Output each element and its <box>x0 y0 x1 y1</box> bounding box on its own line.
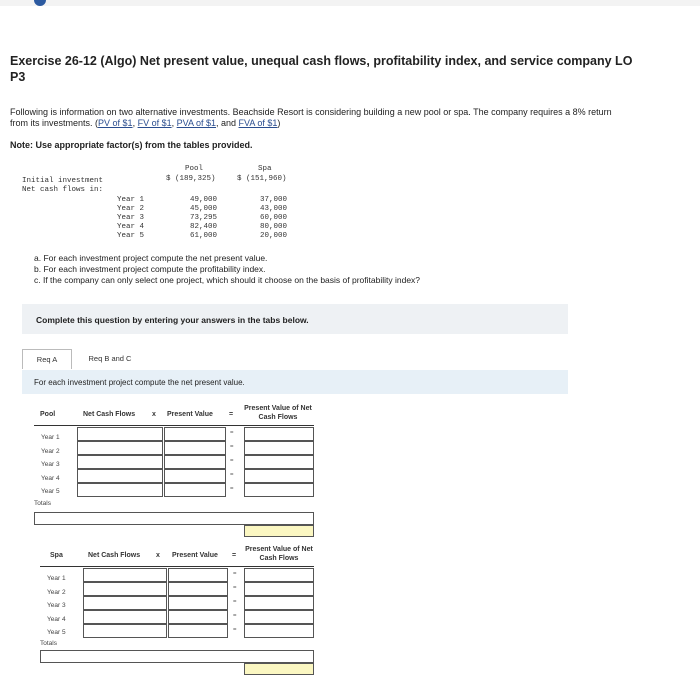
task-b: b. For each investment project compute the profitability index. <box>34 264 266 274</box>
pool-present-value-header: Present Value <box>167 411 213 418</box>
spa-pvncf-input[interactable] <box>244 624 314 638</box>
equals-sign: = <box>233 627 237 633</box>
row-label: Year 3 <box>47 602 66 609</box>
year-label: Year 4 <box>117 223 145 231</box>
pool-ncf-input[interactable] <box>77 469 163 483</box>
spa-pv-factor-input[interactable] <box>168 610 228 624</box>
task-list <box>34 253 420 286</box>
equals-sign: = <box>230 458 234 464</box>
divider <box>34 425 314 426</box>
pool-eq-header: = <box>229 411 234 418</box>
spa-initial-value: $ (151,960) <box>237 175 287 183</box>
row-label: Year 5 <box>47 629 66 636</box>
pool-pv-factor-input[interactable] <box>164 441 226 455</box>
pool-ncf-input[interactable] <box>77 441 163 455</box>
year-label: Year 3 <box>117 214 145 222</box>
top-bar <box>0 0 700 6</box>
spa-x-header: x <box>156 552 160 559</box>
link-fv[interactable]: FV of $1 <box>137 118 172 128</box>
exercise-title: Exercise 26-12 (Algo) Net present value, unequal cash flows, profitability index, and service company LO P3 <box>10 54 633 84</box>
spa-npv-total-input[interactable] <box>244 663 314 675</box>
pool-pv-ncf-header: Present Value of Net Cash Flows <box>244 405 312 421</box>
instruction-text: For each investment project compute the net present value. <box>34 378 245 387</box>
equals-sign: = <box>230 430 234 436</box>
pool-pv-factor-input[interactable] <box>164 455 226 469</box>
spa-totals-label: Totals <box>40 640 57 647</box>
spa-pvncf-input[interactable] <box>244 582 314 596</box>
equals-sign: = <box>233 571 237 577</box>
cash-flows-label: Net cash flows in: <box>22 186 104 194</box>
pool-flow-value: 61,000 <box>190 232 218 240</box>
pool-ncf-input[interactable] <box>77 427 163 441</box>
pool-flow-value: 73,295 <box>190 214 218 222</box>
spa-flow-value: 20,000 <box>260 232 288 240</box>
spa-ncf-input[interactable] <box>83 582 167 596</box>
spa-ncf-input[interactable] <box>83 568 167 582</box>
spa-flow-value: 80,000 <box>260 223 288 231</box>
row-label: Year 2 <box>47 588 66 596</box>
pool-initial-value: $ (189,325) <box>166 175 216 183</box>
equals-sign: = <box>233 613 237 619</box>
intro-body: Following is information on two alternative investments. Beachside Resort is considering building a new pool or spa. The company requires a 8% return from its investments. <box>10 107 612 128</box>
year-label: Year 2 <box>117 205 145 213</box>
pool-ncf-input[interactable] <box>77 455 163 469</box>
tab-req-a[interactable]: Req A <box>22 349 72 369</box>
intro-text: Following is information on two alternative investments. Beachside Resort is considering building a new pool or spa. The company requires a 8% return from its investments. (PV of $1, FV of $1, PVA of $1, and FVA of $1) <box>10 107 612 128</box>
pool-pv-factor-input[interactable] <box>164 469 226 483</box>
spa-ncf-input[interactable] <box>83 610 167 624</box>
pool-flow-value: 45,000 <box>190 205 218 213</box>
years-list <box>117 196 144 241</box>
pool-row-labels <box>41 431 60 499</box>
pool-pv-factor-input[interactable] <box>164 427 226 441</box>
note-text: Note: Use appropriate factor(s) from the tables provided. <box>10 140 253 150</box>
spa-eq-header: = <box>232 552 237 559</box>
row-label: Year 5 <box>41 488 60 495</box>
row-label: Year 3 <box>41 461 60 468</box>
spa-pvncf-input[interactable] <box>244 596 314 610</box>
pool-flow-value: 82,400 <box>190 223 218 231</box>
row-label: Year 4 <box>47 615 66 623</box>
col-pool-header: Pool <box>185 165 204 173</box>
status-icon <box>34 0 46 6</box>
spa-ncf-input[interactable] <box>83 596 167 610</box>
spa-pv-ncf-header: Present Value of Net Cash Flows <box>245 546 313 562</box>
spa-row-labels <box>47 572 66 640</box>
complete-banner <box>22 304 568 334</box>
pool-pvncf-input[interactable] <box>244 441 314 455</box>
spa-pvncf-input[interactable] <box>244 610 314 624</box>
pool-totals-label: Totals <box>34 500 51 507</box>
spa-flows-list <box>260 196 287 241</box>
pool-net-cash-flows-header: Net Cash Flows <box>83 411 136 418</box>
equals-sign: = <box>233 585 237 591</box>
pool-ncf-input[interactable] <box>77 483 163 497</box>
pool-pvncf-input[interactable] <box>244 427 314 441</box>
spa-flow-value: 37,000 <box>260 196 288 204</box>
pool-grid-label: Pool <box>40 411 56 418</box>
task-a: a. For each investment project compute the net present value. <box>34 253 268 263</box>
initial-investment-label: Initial investment <box>22 177 104 185</box>
row-label: Year 1 <box>41 434 60 441</box>
spa-pvncf-input[interactable] <box>244 568 314 582</box>
equals-sign: = <box>233 599 237 605</box>
spa-flow-value: 60,000 <box>260 214 288 222</box>
spa-grid-label: Spa <box>50 552 63 559</box>
equals-sign: = <box>230 444 234 450</box>
spa-pv-factor-input[interactable] <box>168 582 228 596</box>
col-spa-header: Spa <box>258 165 272 173</box>
spa-present-value-header: Present Value <box>172 552 218 559</box>
row-label: Year 4 <box>41 474 60 482</box>
pool-x-header: x <box>152 411 156 418</box>
year-label: Year 1 <box>117 196 145 204</box>
divider <box>40 566 314 567</box>
spa-pv-factor-input[interactable] <box>168 624 228 638</box>
pool-net-present-value-row[interactable] <box>34 512 314 525</box>
complete-banner-text: Complete this question by entering your answers in the tabs below. <box>36 315 309 325</box>
row-label: Year 2 <box>41 447 60 455</box>
link-pv[interactable]: PV of $1 <box>98 118 133 128</box>
link-pva[interactable]: PVA of $1 <box>176 118 216 128</box>
pool-pvncf-input[interactable] <box>244 483 314 497</box>
equals-sign: = <box>230 472 234 478</box>
spa-ncf-input[interactable] <box>83 624 167 638</box>
spa-pv-factor-input[interactable] <box>168 568 228 582</box>
tab-req-b-and-c[interactable]: Req B and C <box>88 354 132 363</box>
instruction-bar <box>22 370 568 394</box>
pool-pvncf-input[interactable] <box>244 455 314 469</box>
pool-pv-factor-input[interactable] <box>164 483 226 497</box>
pool-npv-total-input[interactable] <box>244 525 314 537</box>
spa-net-cash-flows-header: Net Cash Flows <box>88 552 141 559</box>
equals-sign: = <box>230 486 234 492</box>
spa-pv-factor-input[interactable] <box>168 596 228 610</box>
pool-flow-value: 49,000 <box>190 196 218 204</box>
task-c: c. If the company can only select one project, which should it choose on the basis of profitability index? <box>34 275 421 285</box>
year-label: Year 5 <box>117 232 145 240</box>
pool-pvncf-input[interactable] <box>244 469 314 483</box>
link-fva[interactable]: FVA of $1 <box>238 118 278 128</box>
pool-flows-list <box>190 196 217 241</box>
row-label: Year 1 <box>47 575 66 582</box>
spa-flow-value: 43,000 <box>260 205 288 213</box>
spa-net-present-value-row[interactable] <box>40 650 314 663</box>
